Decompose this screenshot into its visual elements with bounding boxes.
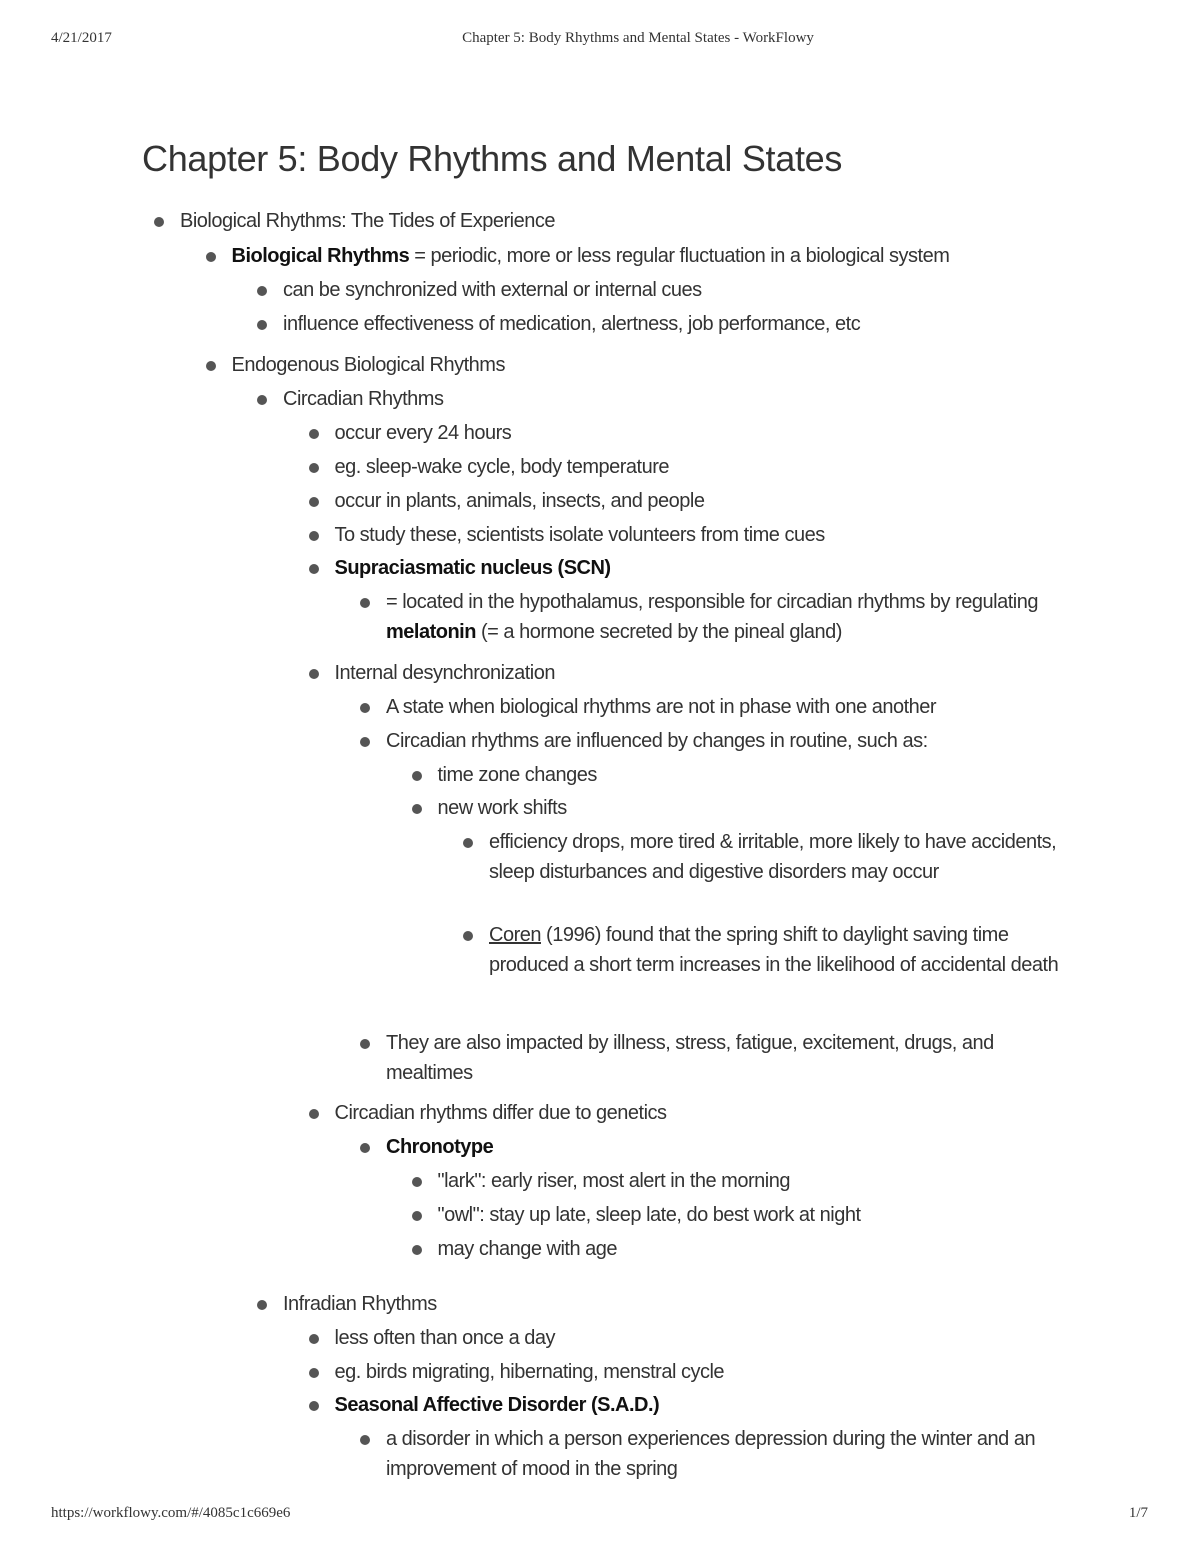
outline-text: (= a hormone secreted by the pineal gland) [475, 620, 842, 643]
outline-text: To study these, scientists isolate volunteers from time cues [334, 524, 825, 546]
outline-text: occur in plants, animals, insects, and people [334, 490, 705, 512]
outline-item [335, 419, 512, 449]
outline-text: may change with age [437, 1238, 618, 1260]
outline-item [438, 1235, 618, 1265]
outline-text: They are also impacted by illness, stress, fatigue, excitement, drugs, and mealtimes [386, 1032, 994, 1084]
bullet-icon[interactable] [309, 497, 319, 507]
outline-item [386, 1425, 1056, 1484]
outline-item [335, 1324, 556, 1354]
outline-text: a disorder in which a person experiences depression during the winter and an improvement of mood in the spring [386, 1428, 1036, 1480]
outline-item [438, 1201, 861, 1231]
bullet-icon[interactable] [257, 395, 267, 405]
bullet-icon[interactable] [360, 598, 370, 608]
outline-text: "lark": early riser, most alert in the morning [437, 1170, 790, 1192]
bullet-icon[interactable] [206, 252, 216, 262]
outline-text: influence effectiveness of medication, alertness, job performance, etc [283, 313, 861, 335]
outline-item [438, 761, 597, 791]
outline-text: can be synchronized with external or internal cues [283, 279, 702, 301]
bullet-icon[interactable] [360, 703, 370, 713]
outline-item [335, 1391, 660, 1421]
bullet-icon[interactable] [412, 804, 422, 814]
bullet-icon[interactable] [309, 564, 319, 574]
bullet-icon[interactable] [412, 1211, 422, 1221]
outline-item [386, 727, 928, 757]
bullet-icon[interactable] [412, 1177, 422, 1187]
outline-text: less often than once a day [334, 1327, 555, 1349]
bullet-icon[interactable] [309, 1109, 319, 1119]
outline-text: eg. birds migrating, hibernating, menstral cycle [334, 1361, 725, 1383]
term-bold: Seasonal Affective Disorder (S.A.D.) [334, 1394, 660, 1416]
outline-text: Circadian Rhythms [283, 388, 444, 410]
outline-item [335, 487, 705, 517]
page-title: Chapter 5: Body Rhythms and Mental States [142, 138, 843, 179]
outline-item [489, 828, 1069, 887]
outline-item [232, 351, 505, 381]
bullet-icon[interactable] [154, 217, 164, 227]
outline-text: eg. sleep-wake cycle, body temperature [334, 456, 670, 478]
bullet-icon[interactable] [257, 1300, 267, 1310]
outline-item [180, 207, 555, 237]
print-title: Chapter 5: Body Rhythms and Mental States - WorkFlowy [462, 30, 814, 46]
bullet-icon[interactable] [309, 429, 319, 439]
outline-text: Endogenous Biological Rhythms [231, 354, 505, 376]
outline-text: "owl": stay up late, sleep late, do best work at night [437, 1204, 861, 1226]
outline-item [283, 276, 702, 306]
outline-text: Infradian Rhythms [283, 1293, 437, 1315]
outline-item [335, 521, 825, 551]
outline-text: new work shifts [437, 797, 567, 819]
bullet-icon[interactable] [309, 1368, 319, 1378]
outline-item [386, 693, 936, 723]
bullet-icon[interactable] [257, 286, 267, 296]
outline-text: efficiency drops, more tired & irritable, more likely to have accidents, sleep disturbances and digestive disorders may occur [489, 831, 1057, 883]
link-text[interactable]: Coren [489, 924, 541, 946]
term-bold: Chronotype [386, 1136, 494, 1158]
bullet-icon[interactable] [309, 463, 319, 473]
outline-item [438, 794, 567, 824]
outline-item [335, 1358, 725, 1388]
outline-item [283, 385, 443, 415]
bullet-icon[interactable] [309, 1334, 319, 1344]
page-number: 1/7 [1128, 1505, 1148, 1521]
outline-item [335, 453, 670, 483]
outline-item [386, 1133, 493, 1163]
bullet-icon[interactable] [463, 838, 473, 848]
bullet-icon[interactable] [206, 361, 216, 371]
outline-item [438, 1167, 790, 1197]
bullet-icon[interactable] [463, 931, 473, 941]
bullet-icon[interactable] [412, 771, 422, 781]
print-date: 4/21/2017 [51, 30, 112, 46]
bullet-icon[interactable] [360, 1039, 370, 1049]
outline-text: time zone changes [437, 764, 597, 786]
outline-item [335, 554, 611, 584]
bullet-icon[interactable] [360, 1143, 370, 1153]
outline-item [283, 310, 860, 340]
outline-text: Biological Rhythms: The Tides of Experience [180, 210, 555, 232]
page-url: https://workflowy.com/#/4085c1c669e6 [51, 1505, 291, 1521]
bullet-icon[interactable] [412, 1245, 422, 1255]
outline-item [335, 659, 555, 689]
outline-text: Circadian rhythms differ due to genetics [334, 1102, 667, 1124]
outline-text: Circadian rhythms are influenced by changes in routine, such as: [386, 730, 928, 752]
outline-item [489, 921, 1074, 980]
outline-item [232, 242, 950, 272]
outline-item [335, 1099, 667, 1129]
bullet-icon[interactable] [309, 531, 319, 541]
bullet-icon[interactable] [257, 320, 267, 330]
term-bold: melatonin [386, 620, 476, 643]
bullet-icon[interactable] [309, 669, 319, 679]
term-bold: Biological Rhythms [231, 245, 410, 267]
outline-item [386, 588, 1046, 647]
outline-text: = periodic, more or less regular fluctuation in a biological system [409, 245, 950, 267]
outline-item [386, 1029, 1076, 1088]
outline-text: = located in the hypothalamus, responsible for circadian rhythms by regulating [386, 591, 1038, 613]
outline-text: Internal desynchronization [334, 662, 555, 684]
outline-text: occur every 24 hours [334, 422, 512, 444]
term-bold: Supraciasmatic nucleus (SCN) [334, 557, 611, 579]
outline-text: (1996) found that the spring shift to daylight saving time produced a short term increases in the likelihood of accidental death [489, 924, 1059, 976]
bullet-icon[interactable] [360, 737, 370, 747]
bullet-icon[interactable] [360, 1435, 370, 1445]
bullet-icon[interactable] [309, 1401, 319, 1411]
outline-text: A state when biological rhythms are not in phase with one another [386, 696, 937, 718]
outline-item [283, 1290, 437, 1320]
